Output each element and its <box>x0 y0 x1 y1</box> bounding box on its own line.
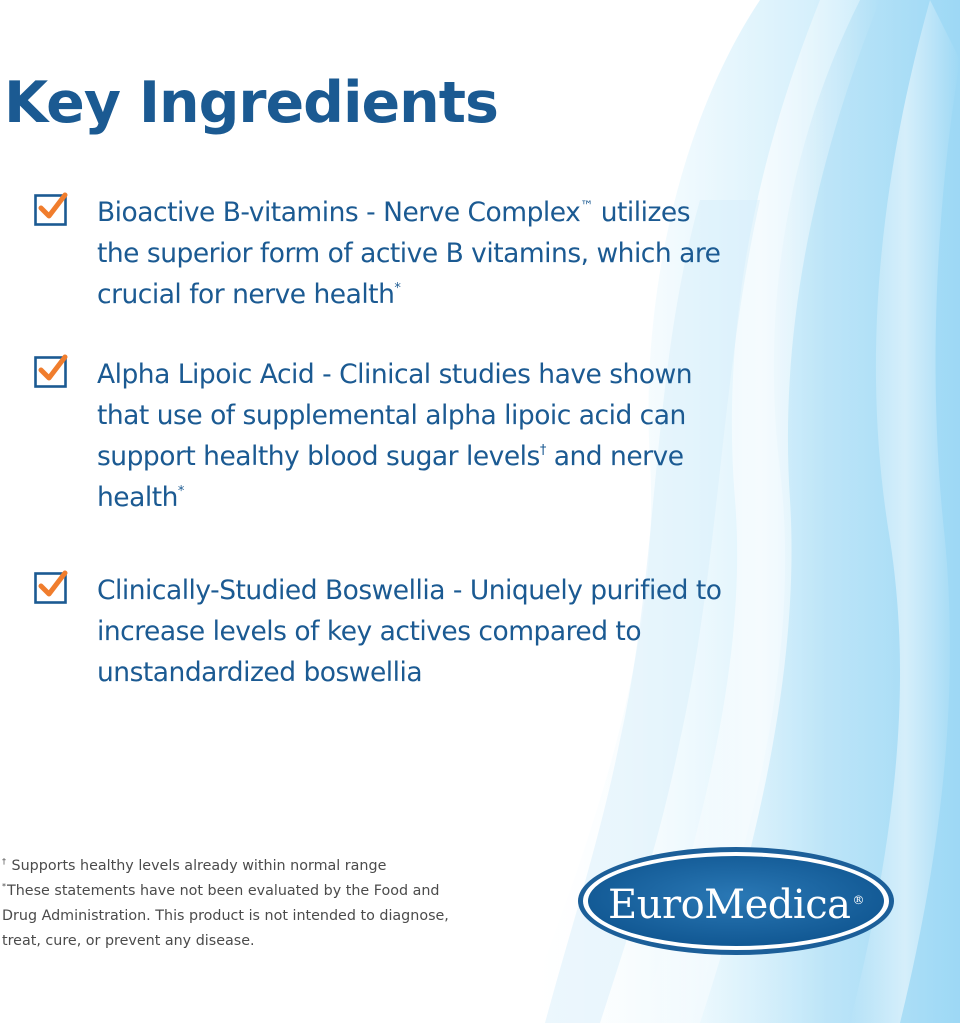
ingredient-text-part: Bioactive B-vitamins - Nerve Complex <box>97 197 581 228</box>
ingredient-text-part: utilizes the superior form of active B vitamins, which are crucial for nerve health <box>97 197 721 310</box>
asterisk-mark: * <box>2 882 6 891</box>
dagger-mark: † <box>539 443 546 458</box>
checked-box-icon <box>34 192 68 226</box>
trademark-mark: ™ <box>580 199 593 214</box>
asterisk-mark: * <box>394 281 401 296</box>
ingredient-text-part: and nerve health <box>97 441 684 513</box>
ingredient-text <box>97 192 737 315</box>
disclaimer-text: Supports healthy levels already within normal range <box>7 858 387 874</box>
euromedica-logo <box>576 845 896 957</box>
logo-brand-text <box>576 869 896 936</box>
ingredient-text <box>97 570 737 693</box>
ingredient-text-part: Alpha Lipoic Acid - Clinical studies have shown that use of supplemental alpha lipoic acid can support healthy blood sugar levels <box>97 359 693 472</box>
disclaimer-footnote-dagger <box>2 854 472 879</box>
ingredient-text-part: Clinically-Studied Boswellia - Uniquely purified to increase levels of key actives compared to unstandardized boswellia <box>97 575 722 688</box>
checked-box-icon <box>34 570 68 604</box>
logo-brand-name: EuroMedica <box>608 882 851 928</box>
disclaimer-footnote-fda <box>2 879 472 954</box>
checked-box-icon <box>34 354 68 388</box>
registered-mark: ® <box>852 893 864 907</box>
disclaimer-text: These statements have not been evaluated by the Food and Drug Administration. This product is not intended to diagnose, treat, cure, or prevent any disease. <box>2 883 449 949</box>
asterisk-mark: * <box>177 484 184 499</box>
dagger-mark: † <box>2 857 6 866</box>
disclaimer <box>2 854 472 954</box>
ingredient-text <box>97 354 737 518</box>
page-title: Key Ingredients <box>4 70 498 136</box>
